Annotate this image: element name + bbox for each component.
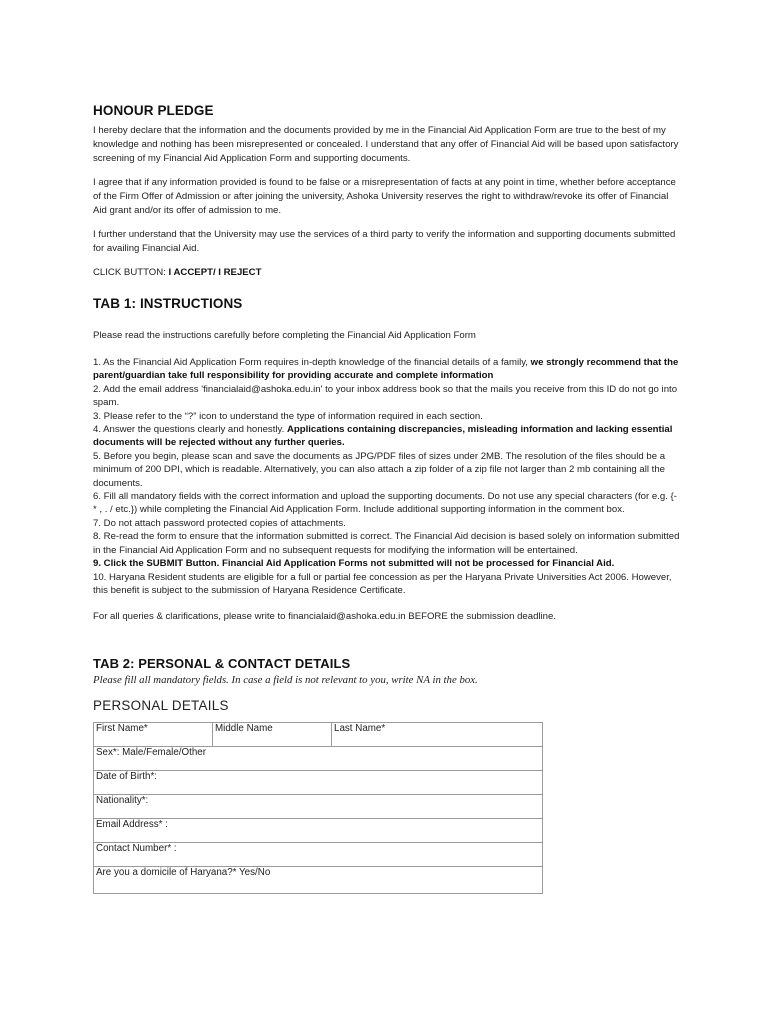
tab2-heading: TAB 2: PERSONAL & CONTACT DETAILS bbox=[93, 656, 351, 672]
instruction-item: 7. Do not attach password protected copies of attachments. bbox=[93, 517, 346, 529]
accept-option[interactable]: I ACCEPT/ bbox=[168, 267, 216, 278]
instructions-list bbox=[93, 356, 683, 597]
name-row bbox=[94, 723, 543, 747]
click-button-line bbox=[93, 266, 683, 280]
honour-pledge-heading: HONOUR PLEDGE bbox=[93, 103, 214, 118]
middle-name-field[interactable]: Middle Name bbox=[213, 723, 332, 747]
tab1-heading: TAB 1: INSTRUCTIONS bbox=[93, 296, 243, 311]
pledge-paragraph-1: I hereby declare that the information and the documents provided by me in the Financial Aid Application Form are true to the best of my knowledge and nothing has been misrepresented or concealed. I understand that any offer of Financial Aid will be based upon satisfactory screening of my Financial Aid Application Form and supporting documents. bbox=[93, 125, 679, 164]
email-field[interactable]: Email Address* : bbox=[94, 819, 543, 843]
sex-field[interactable]: Sex*: Male/Female/Other bbox=[94, 747, 543, 771]
instruction-item: 6. Fill all mandatory fields with the correct information and upload the supporting documents. Do not use any special characters (for e.g. {- * , . / etc.}) while completing the Financial Aid Application Form. Include additional supporting information in the comment box. bbox=[93, 491, 677, 516]
instruction-item: 10. Haryana Resident students are eligible for a full or partial fee concession as per the Haryana Private Universities Act 2006. However, this benefit is subject to the submission of Haryana Residence Certificate. bbox=[93, 571, 672, 596]
pledge-paragraph-3: I further understand that the University may use the services of a third party to verify the information and supporting documents submitted for availing Financial Aid. bbox=[93, 229, 676, 254]
last-name-field[interactable]: Last Name* bbox=[332, 723, 543, 747]
queries-note: For all queries & clarifications, please write to financialaid@ashoka.edu.in BEFORE the submission deadline. bbox=[93, 611, 557, 623]
contact-number-field[interactable]: Contact Number* : bbox=[94, 843, 543, 867]
haryana-domicile-field[interactable]: Are you a domicile of Haryana?* Yes/No bbox=[94, 867, 543, 894]
instructions-intro: Please read the instructions carefully before completing the Financial Aid Application Form bbox=[93, 330, 476, 341]
instruction-item: 8. Re-read the form to ensure that the information submitted is correct. The Financial Aid decision is based solely on information submitted in the Financial Aid Application Form and no subsequent requests for modifying the information will be entertained. bbox=[93, 531, 680, 556]
pledge-paragraph-2: I agree that if any information provided is found to be false or a misrepresentation of facts at any point in time, whether before acceptance of the Firm Offer of Admission or after joining the university, Ashoka University reserves the right to withdraw/revoke its offer of Financial Aid grant and/or its offer of admission to me. bbox=[93, 177, 676, 216]
document-content bbox=[93, 103, 683, 894]
reject-option[interactable]: I REJECT bbox=[215, 267, 262, 278]
mandatory-fields-note: Please fill all mandatory fields. In case a field is not relevant to you, write NA in the box. bbox=[93, 674, 478, 687]
personal-details-heading: PERSONAL DETAILS bbox=[93, 698, 229, 714]
instruction-item: 9. Click the SUBMIT Button. Financial Aid Application Forms not submitted will not be processed for Financial Aid. bbox=[93, 558, 615, 570]
instruction-item: 1. As the Financial Aid Application Form requires in-depth knowledge of the financial details of a family, we strongly recommend that the parent/guardian take full responsibility for providing accurate and complete information bbox=[93, 357, 679, 382]
instruction-item: 5. Before you begin, please scan and save the documents as JPG/PDF files of sizes under 2MB. The resolution of the files should be a minimum of 200 DPI, which is readable. Alternatively, you can also attach a zip folder of a zip file not larger than 2 mb containing all the documents. bbox=[93, 450, 666, 489]
instruction-item: 2. Add the email address 'financialaid@ashoka.edu.in' to your inbox address book so that the mails you receive from this ID do not go into spam. bbox=[93, 383, 678, 409]
click-button-label: CLICK BUTTON: bbox=[93, 267, 169, 278]
personal-details-form bbox=[93, 722, 543, 894]
instruction-item: 3. Please refer to the “?” icon to understand the type of information required in each section. bbox=[93, 410, 483, 422]
nationality-field[interactable]: Nationality*: bbox=[94, 795, 543, 819]
first-name-field[interactable]: First Name* bbox=[94, 723, 213, 747]
dob-field[interactable]: Date of Birth*: bbox=[94, 771, 543, 795]
instruction-item: 4. Answer the questions clearly and honestly. Applications containing discrepancies, misleading information and lacking essential documents will be rejected without any further queries. bbox=[93, 424, 673, 449]
